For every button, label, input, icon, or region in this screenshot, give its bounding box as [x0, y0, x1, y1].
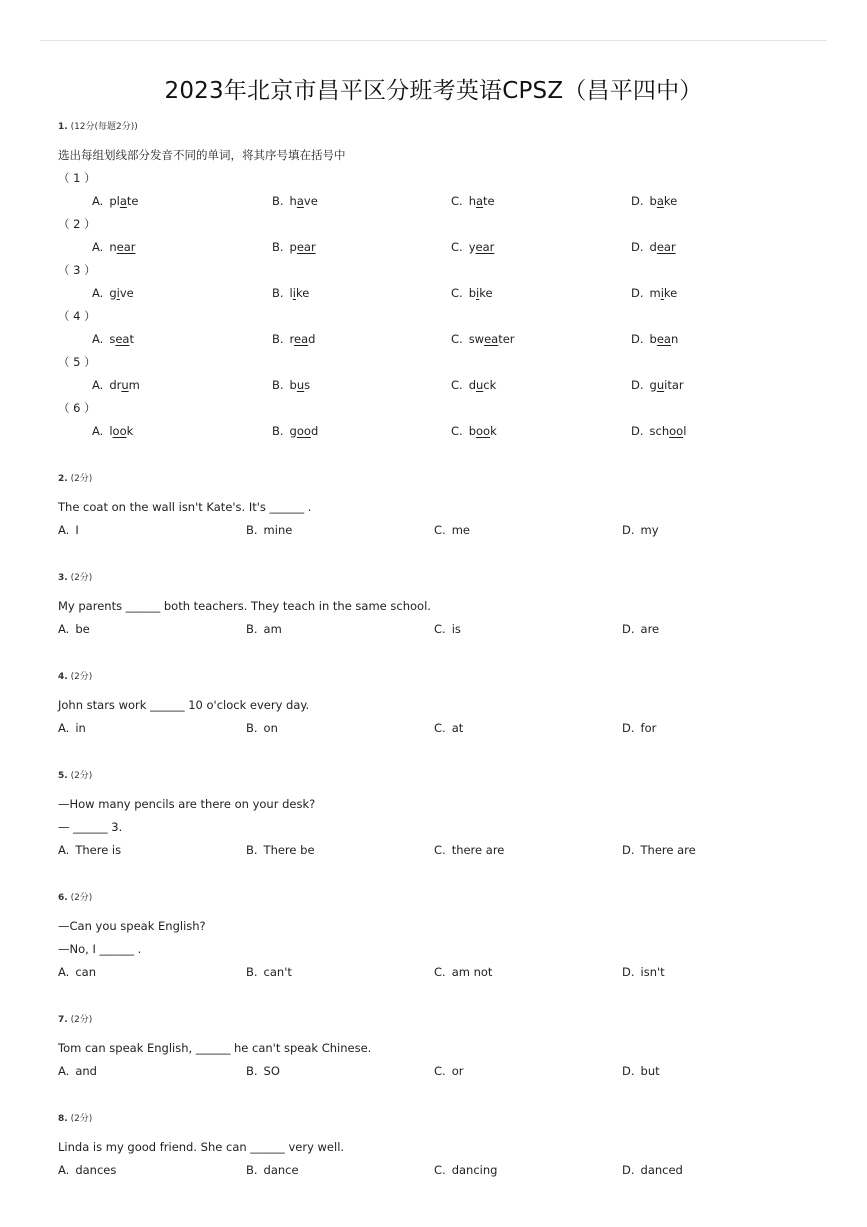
option-letter: B. [272, 286, 284, 300]
answer-option[interactable] [622, 618, 659, 641]
question-8 [58, 1112, 818, 1182]
option-letter: C. [451, 378, 463, 392]
option-text: I [75, 523, 79, 537]
option-letter: D. [622, 523, 635, 537]
answer-option[interactable] [622, 961, 665, 984]
option-text: There be [263, 843, 315, 857]
answer-option[interactable] [246, 839, 315, 862]
option-letter: C. [451, 424, 463, 438]
underlined-part: u [476, 378, 484, 392]
page-title: 2023年北京市昌平区分班考英语CPSZ（昌平四中） [164, 78, 703, 104]
option-letter: C. [451, 194, 463, 208]
option-row [58, 1060, 818, 1083]
option-text: mine [263, 523, 293, 537]
underlined-part: a [475, 194, 484, 208]
word-part: d [649, 240, 657, 254]
answer-option[interactable] [622, 839, 696, 862]
word-part: b [649, 194, 657, 208]
option-letter: A. [58, 622, 70, 636]
question-7 [58, 1013, 818, 1083]
word-part: ck [483, 378, 497, 392]
question-6 [58, 891, 818, 984]
underlined-part: ear [656, 240, 676, 254]
answer-option[interactable] [58, 961, 96, 984]
word-part: k [490, 424, 497, 438]
word-part: b [289, 378, 297, 392]
question-number: 1. [58, 122, 68, 132]
answer-option[interactable] [451, 282, 493, 305]
question-text: John stars work ______ 10 o'clock every day. [58, 698, 310, 712]
answer-option[interactable] [451, 236, 494, 259]
word-part: ke [295, 286, 310, 300]
answer-option[interactable] [58, 519, 79, 542]
answer-option[interactable] [58, 618, 90, 641]
option-letter: A. [92, 378, 104, 392]
option-letter: B. [246, 843, 258, 857]
group-label: （ 5 ） [58, 355, 96, 369]
underlined-part: a [656, 194, 664, 208]
word-part: b [468, 424, 476, 438]
word-part: s [304, 378, 311, 392]
question-header [58, 769, 818, 783]
underlined-part: u [296, 378, 305, 392]
word-part: l [109, 424, 113, 438]
option-letter: D. [622, 1064, 635, 1078]
answer-option[interactable] [272, 374, 310, 397]
answer-option[interactable] [434, 961, 492, 984]
answer-option[interactable] [434, 1159, 497, 1182]
word-part: ve [303, 194, 318, 208]
answer-option[interactable] [434, 1060, 463, 1083]
question-text: The coat on the wall isn't Kate's. It's ______ . [58, 500, 312, 514]
option-text: danced [640, 1163, 683, 1177]
underlined-part: oo [112, 424, 127, 438]
word-part: d [468, 378, 476, 392]
option-text: SO [263, 1064, 280, 1078]
option-letter: C. [434, 622, 446, 636]
answer-option[interactable] [58, 1060, 97, 1083]
option-letter: A. [92, 286, 104, 300]
option-letter: A. [58, 1064, 70, 1078]
underlined-part: u [121, 378, 129, 392]
word-part: dr [109, 378, 122, 392]
question-4 [58, 670, 818, 740]
answer-option[interactable] [246, 519, 292, 542]
answer-option[interactable] [434, 519, 470, 542]
word-part: l [289, 286, 293, 300]
option-letter: B. [246, 523, 258, 537]
answer-option[interactable] [631, 328, 678, 351]
answer-option[interactable] [451, 420, 497, 443]
answer-option[interactable] [622, 1159, 683, 1182]
question-2 [58, 472, 818, 542]
option-text: are [640, 622, 660, 636]
question-number: 5. [58, 771, 68, 781]
question-3 [58, 571, 818, 641]
option-letter: C. [434, 1064, 446, 1078]
option-letter: C. [434, 965, 446, 979]
answer-option[interactable] [631, 374, 684, 397]
word-part: te [126, 194, 139, 208]
option-row [58, 1159, 818, 1182]
underlined-part: ear [116, 240, 136, 254]
option-text: am not [451, 965, 493, 979]
question-score: (2分) [70, 573, 93, 583]
answer-option[interactable] [622, 1060, 660, 1083]
word-part: te [483, 194, 495, 208]
group-label: （ 1 ） [58, 171, 96, 185]
option-text: at [451, 721, 464, 735]
answer-option[interactable] [631, 420, 686, 443]
option-letter: D. [631, 240, 644, 254]
option-letter: A. [92, 240, 104, 254]
option-text: is [451, 622, 461, 636]
underlined-part: a [119, 194, 127, 208]
question-1 [58, 120, 818, 443]
option-letter: D. [631, 378, 644, 392]
word-part: b [468, 286, 476, 300]
answer-option[interactable] [92, 282, 134, 305]
answer-option[interactable] [451, 190, 495, 213]
option-row [58, 519, 818, 542]
question-score: (2分) [70, 1015, 93, 1025]
option-text: can [75, 965, 96, 979]
answer-option[interactable] [451, 374, 496, 397]
word-part: y [468, 240, 476, 254]
word-part: t [129, 332, 134, 346]
option-letter: B. [272, 194, 284, 208]
word-part: l [683, 424, 687, 438]
option-text: me [451, 523, 470, 537]
question-number: 8. [58, 1114, 68, 1124]
underlined-part: oo [669, 424, 684, 438]
word-part: s [109, 332, 116, 346]
word-part: ke [663, 194, 678, 208]
option-letter: D. [631, 194, 644, 208]
option-letter: B. [272, 240, 284, 254]
answer-option[interactable] [246, 618, 282, 641]
option-letter: A. [58, 523, 70, 537]
question-number: 7. [58, 1015, 68, 1025]
option-text: be [75, 622, 90, 636]
question-number: 4. [58, 672, 68, 682]
word-part: h [289, 194, 297, 208]
word-part: k [126, 424, 134, 438]
option-text: for [640, 721, 657, 735]
answer-option[interactable] [631, 236, 676, 259]
word-part: pl [109, 194, 120, 208]
answer-option[interactable] [272, 236, 316, 259]
option-text: dances [75, 1163, 117, 1177]
option-letter: A. [58, 965, 70, 979]
option-letter: D. [631, 286, 644, 300]
answer-option[interactable] [631, 282, 677, 305]
answer-option[interactable] [451, 328, 515, 351]
word-part: itar [664, 378, 684, 392]
question-header [58, 1013, 818, 1027]
word-part: d [310, 424, 319, 438]
question-score: (2分) [70, 771, 93, 781]
answer-option[interactable] [92, 236, 135, 259]
underlined-part: i [116, 286, 120, 300]
word-part: ke [663, 286, 678, 300]
option-row [58, 374, 818, 397]
word-part: r [289, 332, 295, 346]
option-text: on [263, 721, 278, 735]
option-letter: C. [434, 721, 446, 735]
answer-option[interactable] [92, 328, 134, 351]
option-letter: B. [246, 721, 258, 735]
option-row [58, 618, 818, 641]
top-divider [40, 40, 827, 41]
option-letter: D. [622, 843, 635, 857]
option-letter: D. [631, 424, 644, 438]
answer-option[interactable] [92, 190, 138, 213]
question-number: 3. [58, 573, 68, 583]
option-text: there are [451, 843, 505, 857]
question-text: —Can you speak English? [58, 919, 206, 933]
option-text: my [640, 523, 659, 537]
option-text: dance [263, 1163, 299, 1177]
answer-option[interactable] [58, 1159, 116, 1182]
option-letter: A. [58, 843, 70, 857]
option-letter: B. [272, 332, 284, 346]
answer-option[interactable] [246, 717, 278, 740]
option-letter: A. [58, 1163, 70, 1177]
word-part: m [649, 286, 661, 300]
underlined-part: ear [296, 240, 316, 254]
question-header [58, 670, 818, 684]
underlined-part: ea [115, 332, 130, 346]
answer-option[interactable] [58, 717, 86, 740]
question-score: (12分(每题2分)) [70, 122, 138, 132]
question-header [58, 472, 818, 486]
option-row [58, 236, 818, 259]
underlined-part: ear [475, 240, 495, 254]
answer-option[interactable] [434, 839, 504, 862]
question-header [58, 891, 818, 905]
option-letter: C. [451, 286, 463, 300]
question-header [58, 571, 818, 585]
group-label: （ 2 ） [58, 217, 96, 231]
option-letter: B. [246, 965, 258, 979]
underlined-part: u [656, 378, 665, 392]
word-part: p [289, 240, 297, 254]
option-text: isn't [640, 965, 665, 979]
option-text: and [75, 1064, 97, 1078]
question-instruction: 选出每组划线部分发音不同的单词，将其序号填在括号中 [58, 148, 346, 162]
option-row [58, 328, 818, 351]
word-part: ve [119, 286, 134, 300]
option-text: but [640, 1064, 660, 1078]
question-number: 6. [58, 893, 68, 903]
option-letter: D. [622, 622, 635, 636]
answer-option[interactable] [434, 618, 461, 641]
option-letter: B. [246, 1163, 258, 1177]
word-part: g [109, 286, 117, 300]
option-letter: D. [622, 965, 635, 979]
group-label: （ 6 ） [58, 401, 96, 415]
pronunciation-groups [58, 167, 818, 443]
option-letter: C. [451, 332, 463, 346]
question-5 [58, 769, 818, 862]
answer-option[interactable] [272, 190, 318, 213]
question-score: (2分) [70, 474, 93, 484]
option-row [58, 961, 818, 984]
answer-option[interactable] [272, 420, 318, 443]
underlined-part: i [292, 286, 296, 300]
question-header [58, 1112, 818, 1126]
question-text: — ______ 3. [58, 820, 123, 834]
answer-option[interactable] [246, 1159, 299, 1182]
group-label: （ 4 ） [58, 309, 96, 323]
question-text: Linda is my good friend. She can ______ very well. [58, 1140, 345, 1154]
word-part: ke [479, 286, 493, 300]
option-letter: D. [631, 332, 644, 346]
option-row [58, 717, 818, 740]
underlined-part: oo [296, 424, 311, 438]
question-score: (2分) [70, 672, 93, 682]
option-row [58, 839, 818, 862]
word-part: ter [498, 332, 515, 346]
word-part: g [649, 378, 657, 392]
word-part: d [308, 332, 316, 346]
option-letter: A. [92, 194, 104, 208]
question-score: (2分) [70, 893, 93, 903]
question-score: (2分) [70, 1114, 93, 1124]
option-letter: B. [272, 424, 284, 438]
underlined-part: i [660, 286, 664, 300]
option-letter: C. [451, 240, 463, 254]
option-text: There is [75, 843, 122, 857]
answer-option[interactable] [631, 190, 677, 213]
answer-option[interactable] [92, 374, 140, 397]
option-letter: B. [272, 378, 284, 392]
option-letter: B. [246, 1064, 258, 1078]
option-text: dancing [451, 1163, 498, 1177]
word-part: n [109, 240, 117, 254]
answer-option[interactable] [622, 717, 656, 740]
answer-option[interactable] [246, 1060, 280, 1083]
option-text: am [263, 622, 282, 636]
answer-option[interactable] [622, 519, 659, 542]
option-letter: A. [92, 332, 104, 346]
word-part: m [128, 378, 140, 392]
answer-option[interactable] [58, 839, 121, 862]
underlined-part: a [296, 194, 304, 208]
option-letter: D. [622, 1163, 635, 1177]
word-part: sch [649, 424, 670, 438]
option-row [58, 282, 818, 305]
underlined-part: ea [484, 332, 499, 346]
question-text: My parents ______ both teachers. They teach in the same school. [58, 599, 431, 613]
word-part: h [468, 194, 476, 208]
word-part: n [670, 332, 679, 346]
underlined-part: ea [294, 332, 309, 346]
question-text: —No, I ______ . [58, 942, 142, 956]
answer-option[interactable] [246, 961, 292, 984]
option-letter: C. [434, 843, 446, 857]
word-part: sw [468, 332, 485, 346]
word-part: g [289, 424, 297, 438]
option-letter: C. [434, 523, 446, 537]
question-text: —How many pencils are there on your desk? [58, 797, 316, 811]
option-letter: A. [92, 424, 104, 438]
answer-option[interactable] [272, 328, 315, 351]
question-text: Tom can speak English, ______ he can't speak Chinese. [58, 1041, 372, 1055]
option-row [58, 190, 818, 213]
word-part: b [649, 332, 657, 346]
underlined-part: ea [656, 332, 671, 346]
answer-option[interactable] [272, 282, 309, 305]
underlined-part: i [476, 286, 480, 300]
option-letter: D. [622, 721, 635, 735]
option-text: in [75, 721, 86, 735]
answer-option[interactable] [434, 717, 463, 740]
group-label: （ 3 ） [58, 263, 96, 277]
option-text: can't [263, 965, 292, 979]
option-text: or [451, 1064, 464, 1078]
option-letter: A. [58, 721, 70, 735]
option-text: There are [640, 843, 696, 857]
answer-option[interactable] [92, 420, 133, 443]
option-row [58, 420, 818, 443]
underlined-part: oo [476, 424, 491, 438]
question-header [58, 120, 818, 134]
option-letter: C. [434, 1163, 446, 1177]
question-number: 2. [58, 474, 68, 484]
option-letter: B. [246, 622, 258, 636]
